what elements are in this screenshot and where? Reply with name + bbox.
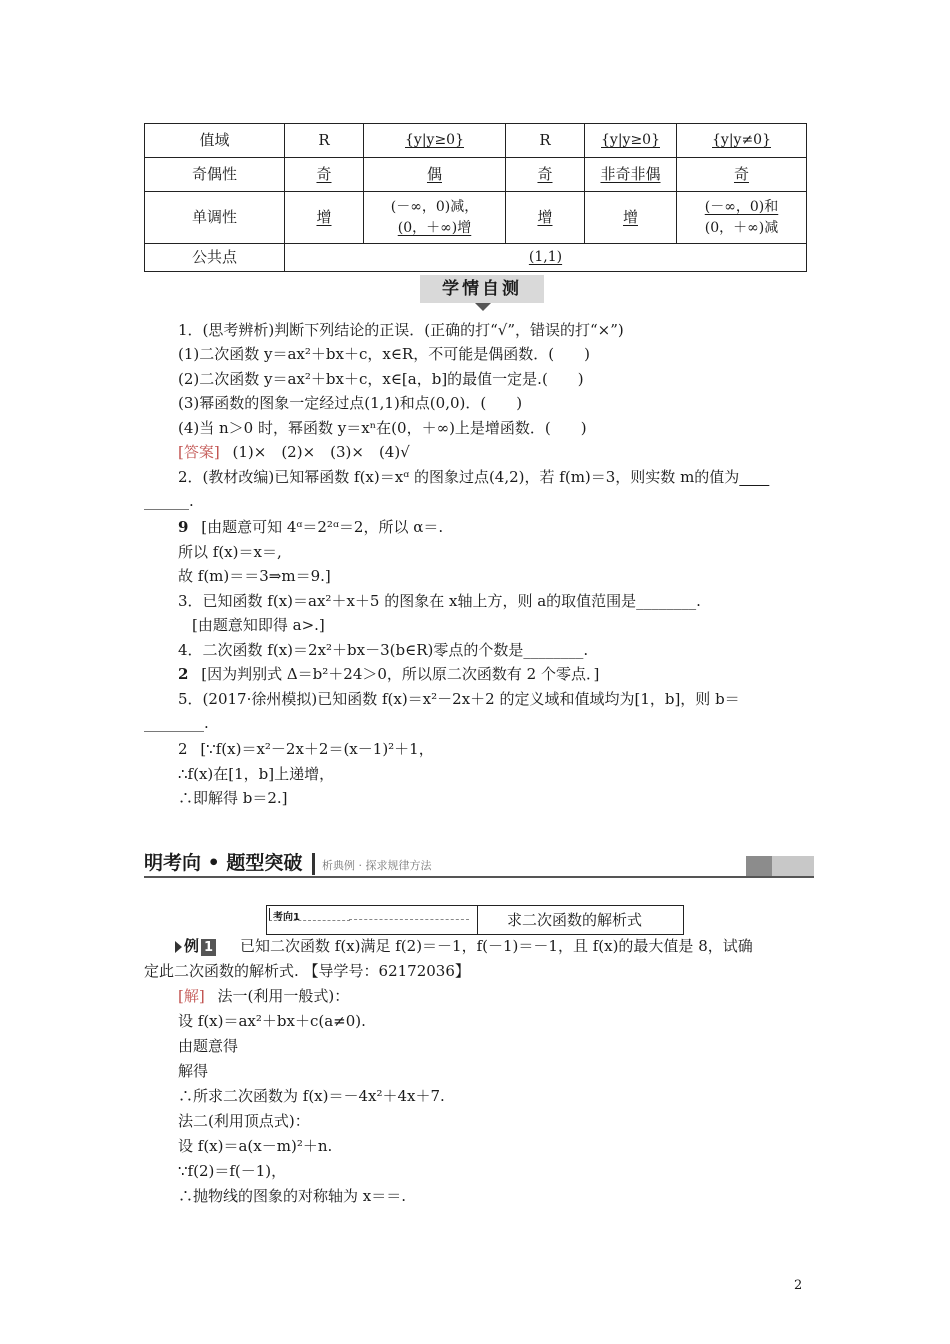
banner-decoration (746, 856, 772, 876)
solution-line (178, 739, 434, 759)
play-arrow-icon (175, 941, 182, 953)
table-cell: 奇 (537, 165, 553, 183)
question-stem: 3．已知函数 f(x)＝ax²＋x＋5 的图象在 x轴上方，则 a的取值范围是________. (178, 592, 701, 610)
solution-line: ∴所求二次函数为 f(x)＝－4x²＋4x＋7. (178, 1087, 445, 1105)
chapter-banner-title: 明考向 • 题型突破 (144, 852, 303, 874)
table-cell: {y|y≥0} (405, 132, 464, 148)
page-number: 2 (794, 1278, 803, 1293)
solution-text: [∵f(x)＝x²－2x＋2＝(x－1)²＋1， (200, 740, 434, 758)
table-cell: 增 (537, 208, 553, 226)
solution-line: 解得 (178, 1062, 209, 1080)
solution-line (178, 517, 443, 537)
banner-decoration (772, 856, 814, 876)
chapter-banner-subtitle: 析典例 · 探求规律方法 (322, 859, 432, 872)
table-cell: R (506, 124, 585, 158)
solution-answer: 2 (178, 665, 189, 683)
solution-line: 由题意得 (178, 1037, 239, 1055)
solution-line: [由题意知即得 a>.] (192, 616, 325, 634)
solution-line (178, 986, 349, 1006)
answer-tag: [答案] (178, 443, 220, 461)
topic-divider (477, 906, 478, 934)
banner-underline (144, 876, 814, 878)
question-stem: 5．(2017·徐州模拟)已知函数 f(x)＝x²－2x＋2 的定义域和值域均为[1，b]，则 b＝ (178, 690, 740, 708)
table-cell: {y|y≥0} (601, 132, 660, 148)
table-row (145, 158, 807, 192)
example-label: 例 (184, 937, 200, 955)
triangle-down-icon (475, 303, 491, 311)
question-item: (2)二次函数 y＝ax²＋bx＋c，x∈[a，b]的最值一定是.( ) (178, 370, 584, 388)
solution-line: 所以 f(x)＝x＝, (178, 543, 282, 561)
question-text: 2．(教材改编)已知幂函数 f(x)＝xᵅ 的图象过点(4,2)，若 f(m)＝3，则实数 m的值为 (178, 468, 740, 486)
solution-text: [由题意可知 4ᵅ＝2²ᵅ＝2，所以 α＝. (201, 518, 444, 536)
row-label: 单调性 (145, 192, 285, 244)
solution-answer: 2 (178, 740, 188, 758)
table-cell-line: (0，＋∞)减 (704, 219, 779, 236)
solution-line (178, 664, 599, 684)
table-row (145, 244, 807, 272)
solution-line: 设 f(x)＝a(x－m)²＋n. (178, 1137, 333, 1155)
table-cell-line: (－∞，0)减， (390, 198, 479, 215)
row-label: 奇偶性 (145, 158, 285, 192)
banner-divider (312, 853, 315, 875)
table-cell-line: (－∞，0)和 (704, 198, 779, 215)
answer-blank: ________. (144, 714, 209, 732)
topic-header (266, 905, 684, 935)
table-cell: 奇 (316, 165, 332, 183)
topic-dash-line (349, 919, 469, 920)
solution-line: ∴即解得 b＝2.] (178, 789, 288, 807)
section-title: 学情自测 (420, 275, 544, 303)
example-text: 已知二次函数 f(x)满足 f(2)＝－1，f(－1)＝－1，且 f(x)的最大值是 8，试确 (240, 937, 753, 955)
example-number: 1 (201, 939, 216, 956)
solution-line: ∴f(x)在[1，b]上递增， (178, 765, 335, 783)
table-row (145, 192, 807, 244)
solution-line: ∴抛物线的图象的对称轴为 x＝＝. (178, 1187, 406, 1205)
table-cell: R (285, 124, 364, 158)
table-row (145, 124, 807, 158)
answer-blank (739, 468, 769, 486)
answer-blank: ______. (144, 492, 194, 510)
question-stem: 1．(思考辨析)判断下列结论的正误．(正确的打“√”，错误的打“×”) (178, 321, 624, 339)
solution-answer: 9 (178, 518, 189, 536)
topic-title: 求二次函数的解析式 (507, 911, 643, 929)
topic-tag: 考向1 (273, 912, 300, 923)
example-text: 定此二次函数的解析式. 【导学号：62172036】 (144, 962, 470, 980)
table-cell: {y|y≠0} (712, 132, 771, 148)
question-item: (1)二次函数 y＝ax²＋bx＋c，x∈R，不可能是偶函数．( ) (178, 345, 590, 363)
solution-text: 法一(利用一般式)： (217, 987, 350, 1005)
row-label: 公共点 (145, 244, 285, 272)
table-cell: 非奇非偶 (600, 165, 661, 183)
solution-text: [因为判别式 Δ＝b²＋24＞0，所以原二次函数有 2 个零点．] (201, 665, 600, 683)
question-stem: 4．二次函数 f(x)＝2x²＋bx－3(b∈R)零点的个数是________. (178, 641, 589, 659)
table-cell: 增 (316, 208, 332, 226)
table-cell: 偶 (426, 165, 442, 183)
question-stem (178, 467, 769, 487)
table-cell: 奇 (733, 165, 749, 183)
table-cell: 增 (622, 208, 638, 226)
question-item: (4)当 n＞0 时，幂函数 y＝xⁿ在(0，＋∞)上是增函数．( ) (178, 419, 587, 437)
table-cell: (1,1) (528, 249, 563, 265)
answer-text: (1)× (2)× (3)× (4)√ (232, 443, 410, 461)
solution-line: ∵f(2)＝f(－1)， (178, 1162, 287, 1180)
solution-line: 设 f(x)＝ax²＋bx＋c(a≠0). (178, 1012, 366, 1030)
solution-line: 法二(利用顶点式)： (178, 1112, 310, 1130)
solution-line: 故 f(m)＝＝3⇒m＝9.] (178, 567, 331, 585)
row-label: 值域 (145, 124, 285, 158)
table-cell-line: (0，＋∞)增 (397, 219, 472, 236)
answer-line (178, 442, 410, 462)
solution-tag: [解] (178, 987, 205, 1005)
example-marker (175, 936, 216, 956)
question-item: (3)幂函数的图象一定经过点(1,1)和点(0,0)．( ) (178, 394, 523, 412)
function-properties-table (144, 123, 807, 272)
